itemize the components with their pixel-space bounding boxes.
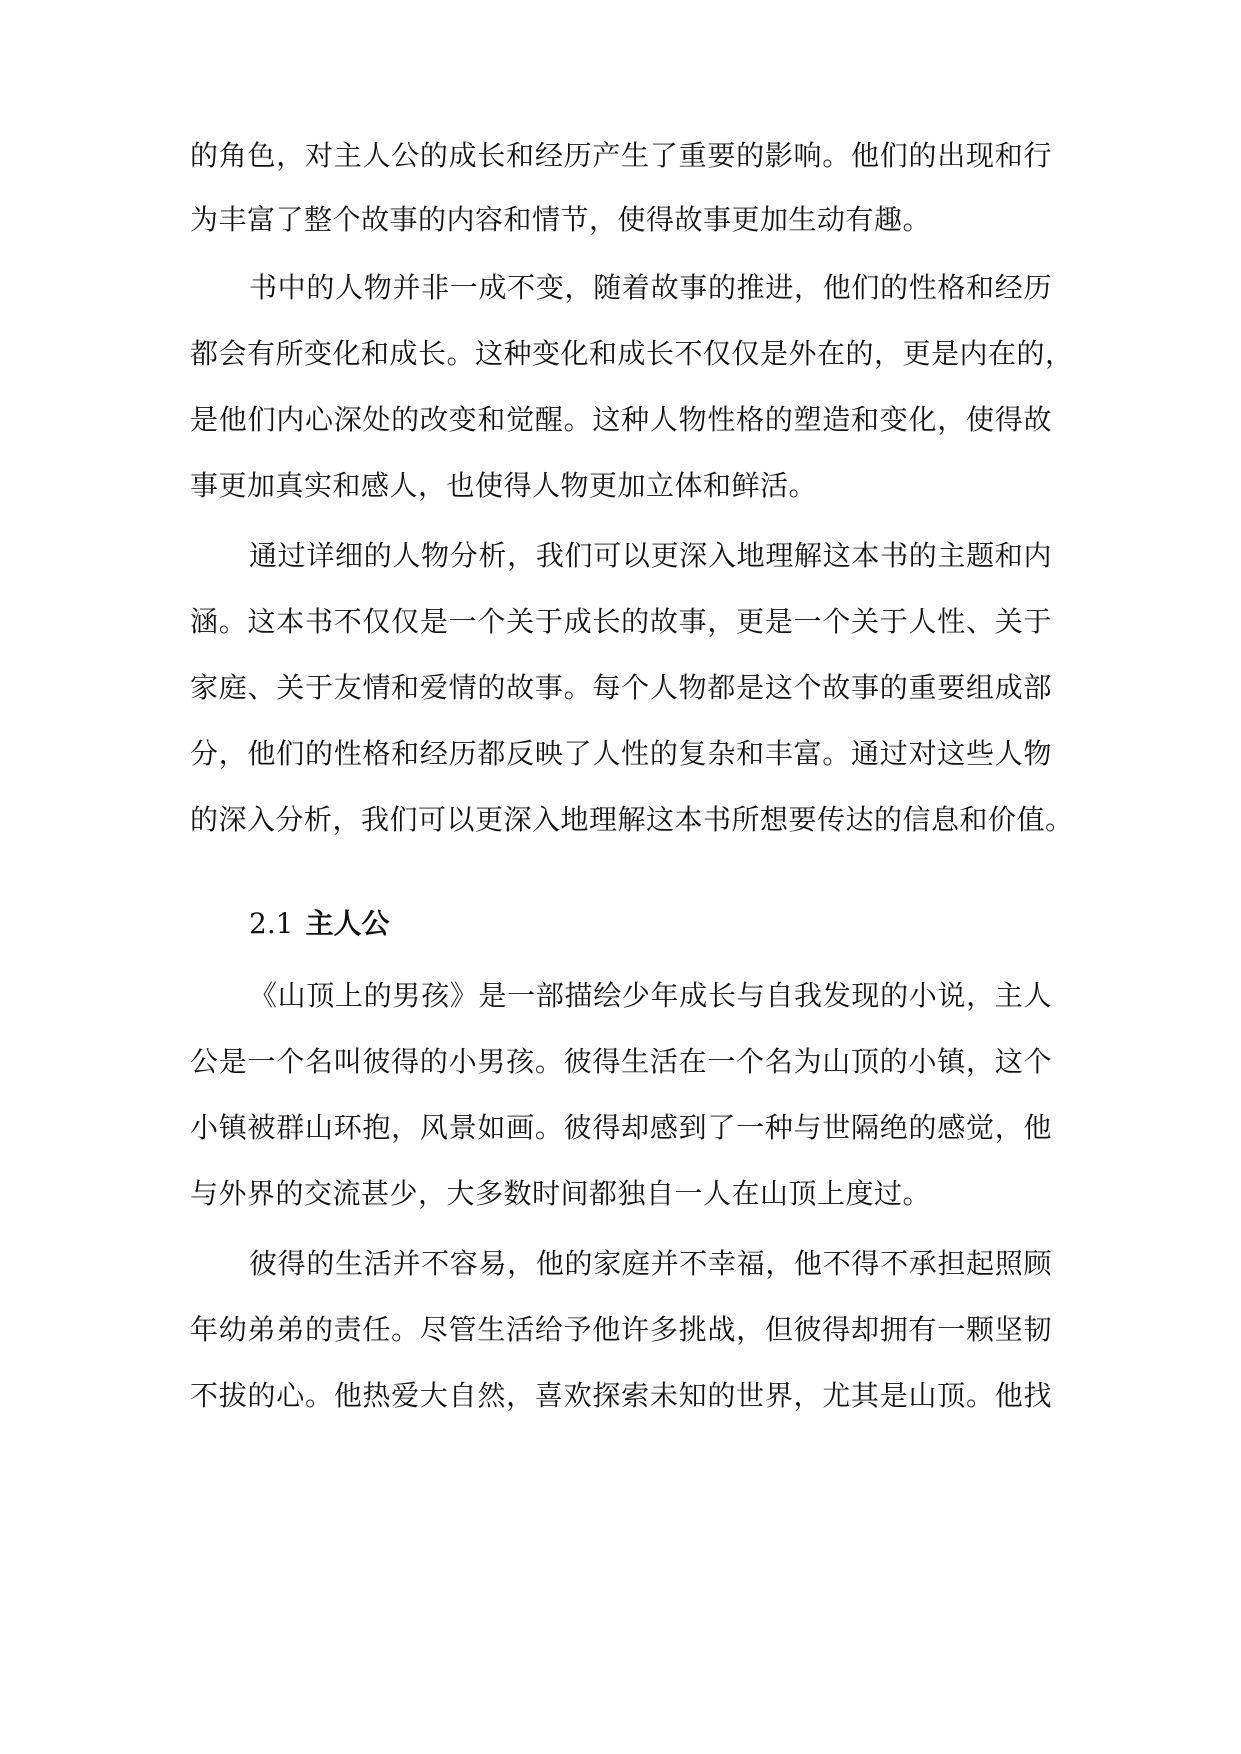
paragraph-line: 小镇被群山环抱，风景如画。彼得却感到了一种与世隔绝的感觉，他	[190, 1111, 1052, 1144]
paragraph-line: 不拔的心。他热爱大自然，喜欢探索未知的世界，尤其是山顶。他找	[190, 1379, 1052, 1412]
paragraph-line: 的深入分析，我们可以更深入地理解这本书所想要传达的信息和价值。	[190, 803, 1074, 836]
paragraph-line: 的角色，对主人公的成长和经历产生了重要的影响。他们的出现和行	[190, 139, 1052, 172]
paragraph-line: 与外界的交流甚少，大多数时间都独自一人在山顶上度过。	[190, 1177, 932, 1210]
paragraph-line: 事更加真实和感人，也使得人物更加立体和鲜活。	[190, 469, 818, 502]
paragraph-line: 是他们内心深处的改变和觉醒。这种人物性格的塑造和变化，使得故	[190, 403, 1052, 436]
paragraph-line: 分，他们的性格和经历都反映了人性的复杂和丰富。通过对这些人物	[190, 737, 1052, 770]
paragraph-line: 家庭、关于友情和爱情的故事。每个人物都是这个故事的重要组成部	[190, 671, 1052, 704]
paragraph-line: 彼得的生活并不容易，他的家庭并不幸福，他不得不承担起照顾	[249, 1247, 1052, 1280]
section-number: 2.1	[249, 907, 294, 940]
paragraph-line: 书中的人物并非一成不变，随着故事的推进，他们的性格和经历	[249, 271, 1052, 304]
paragraph-line: 涵。这本书不仅仅是一个关于成长的故事，更是一个关于人性、关于	[190, 605, 1052, 638]
paragraph-line: 《山顶上的男孩》是一部描绘少年成长与自我发现的小说，主人	[249, 979, 1052, 1012]
paragraph-line: 年幼弟弟的责任。尽管生活给予他许多挑战，但彼得却拥有一颗坚韧	[190, 1313, 1052, 1346]
section-title: 主人公	[305, 907, 390, 940]
paragraph-line: 公是一个名叫彼得的小男孩。彼得生活在一个名为山顶的小镇，这个	[190, 1045, 1052, 1078]
section-heading	[249, 904, 749, 944]
paragraph-line: 为丰富了整个故事的内容和情节，使得故事更加生动有趣。	[190, 203, 932, 236]
paragraph-line: 通过详细的人物分析，我们可以更深入地理解这本书的主题和内	[249, 539, 1052, 572]
paragraph-line: 都会有所变化和成长。这种变化和成长不仅仅是外在的，更是内在的，	[190, 337, 1074, 370]
